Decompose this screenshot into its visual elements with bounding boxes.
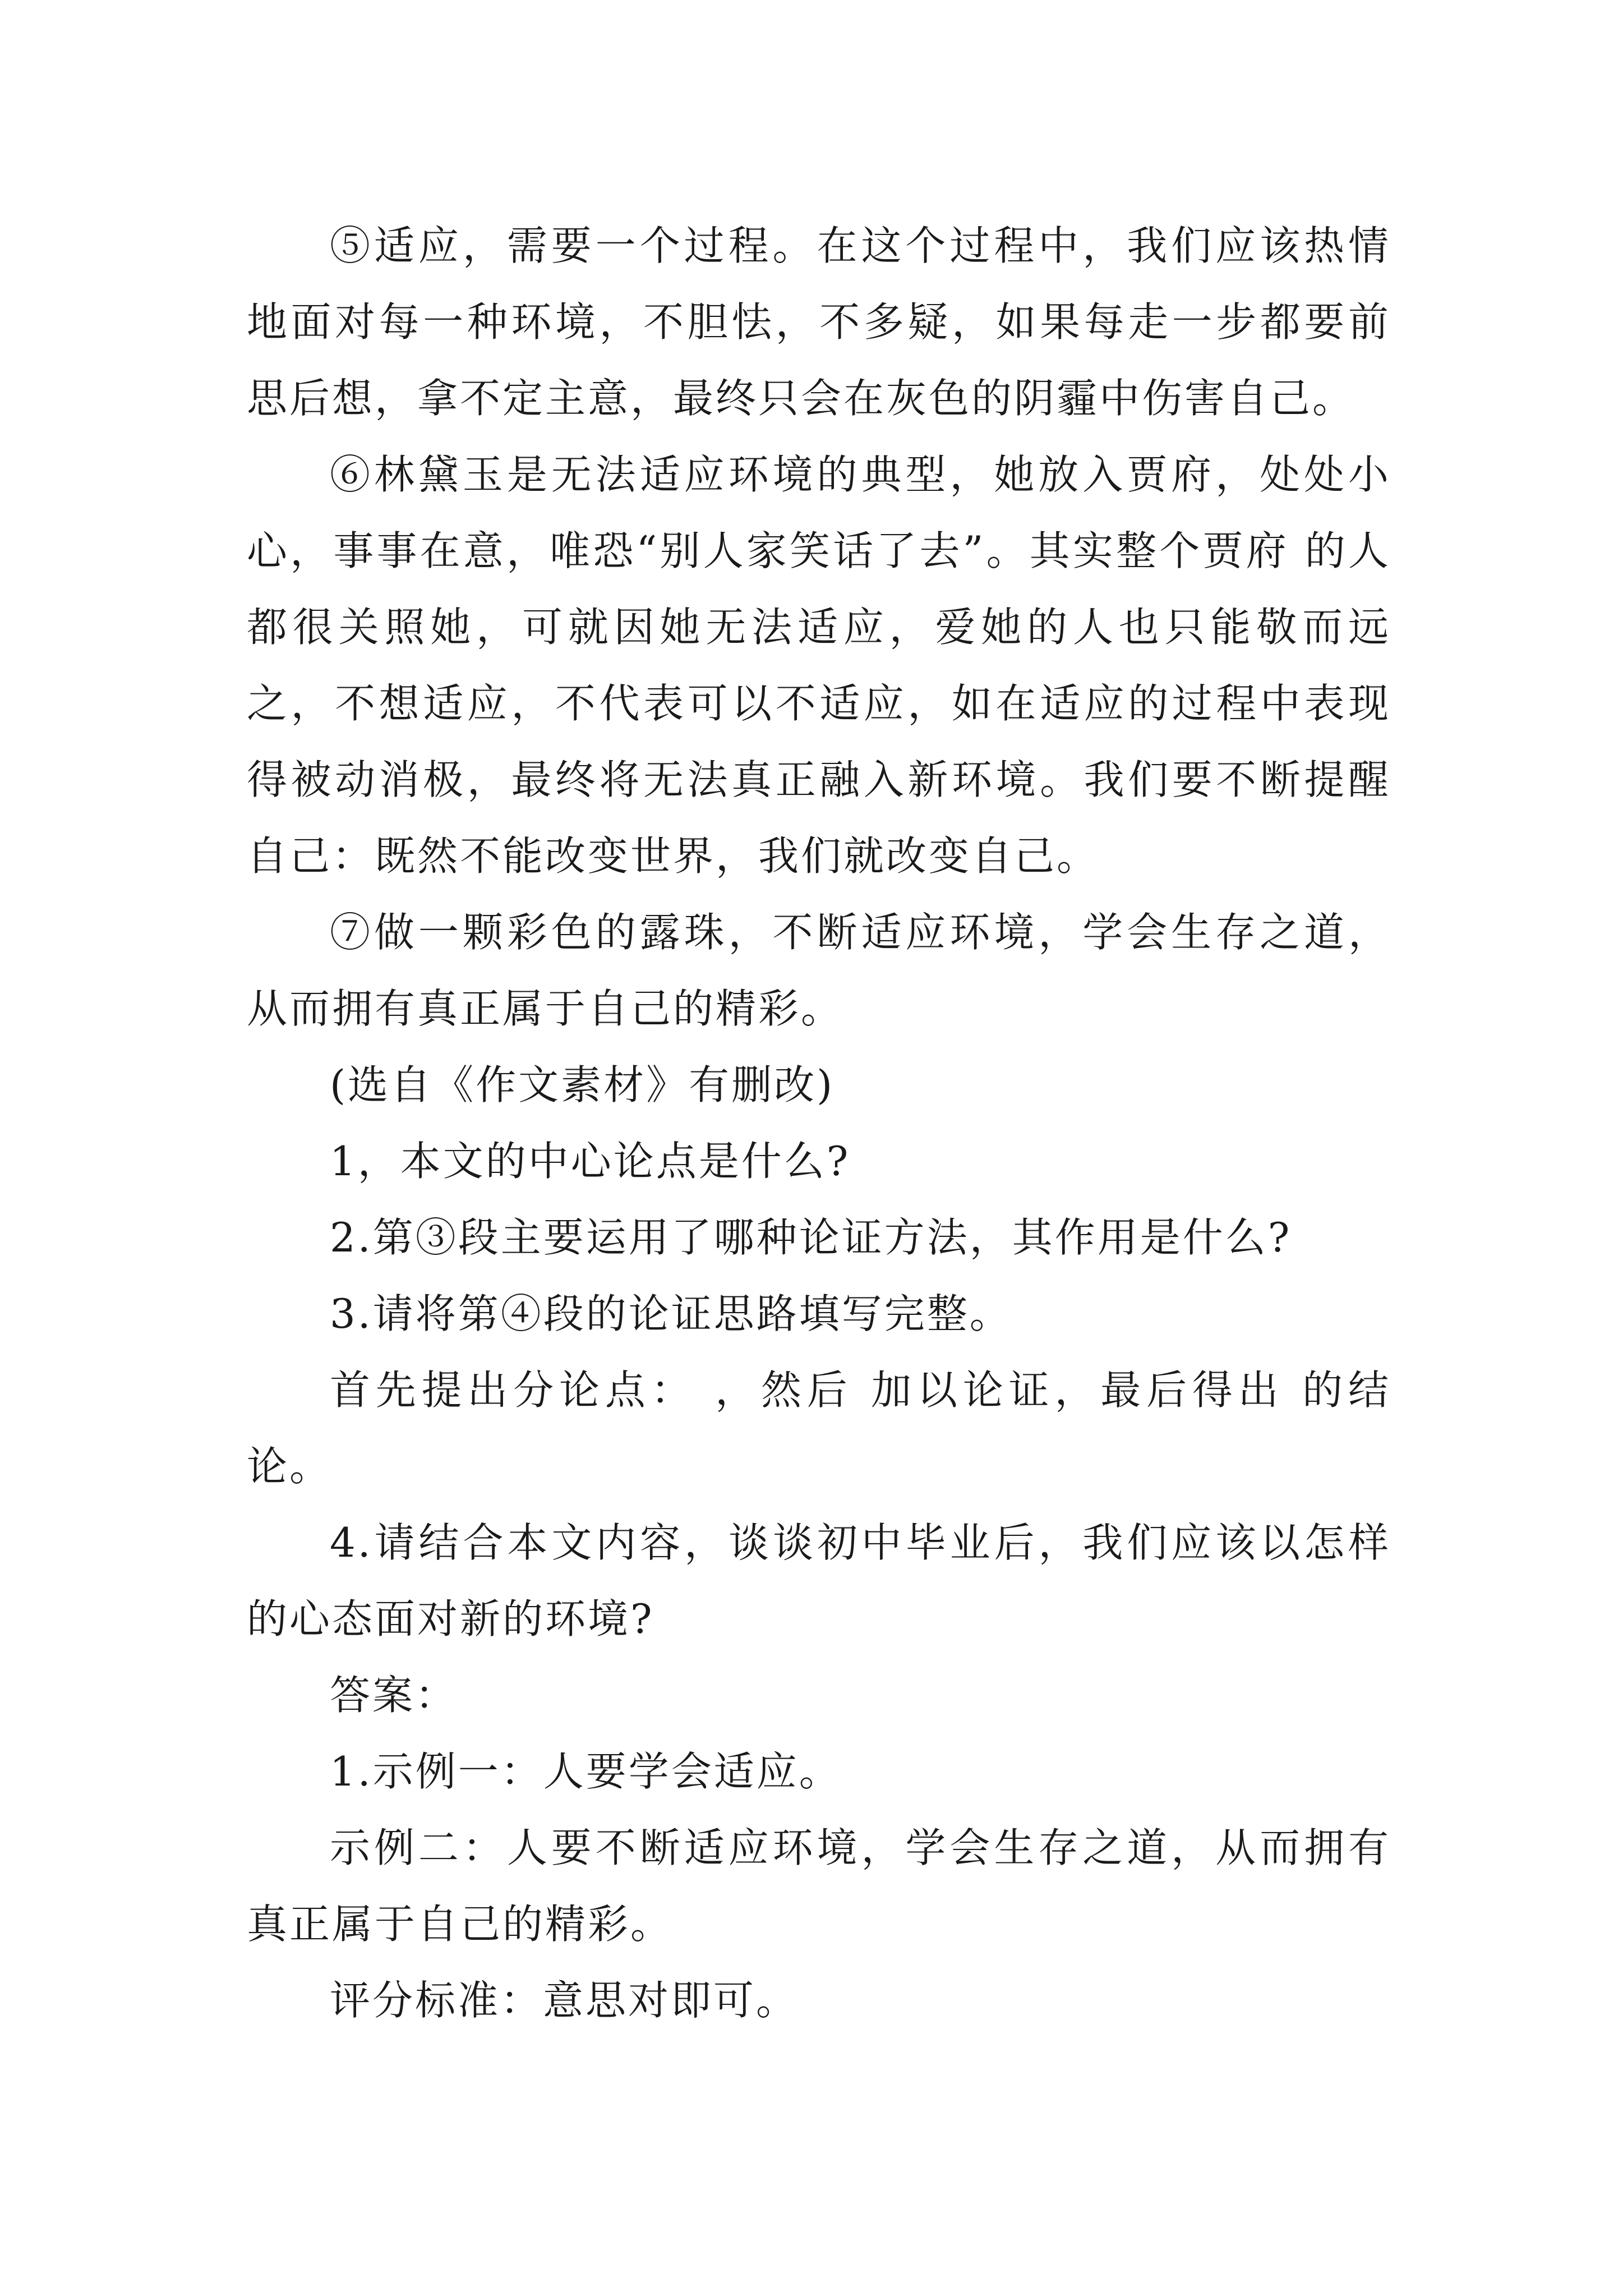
paragraph-6: ⑥林黛玉是无法适应环境的典型，她放入贾府，处处小心，事事在意，唯恐“别人家笑话了去”。其实整个贾府 的人都很关照她，可就因她无法适应，爱她的人也只能敬而远之，不想适应，不代表可以不适应，如在适应的过程中表现得被动消极，最终将无法真正融入新环境。我们要不断提醒自己：既然不能改变世界，我们就改变自己。 (247, 451, 1391, 880)
answer-heading: 答案： (330, 1672, 458, 1719)
answer-1-example-2: 示例二：人要不断适应环境，学会生存之道，从而拥有真正属于自己的精彩。 (247, 1824, 1391, 1948)
question-3: 3.请将第④段的论证思路填写完整。 (330, 1290, 1012, 1337)
source-note: (选自《作文素材》有删改) (330, 1061, 835, 1108)
answer-1-example-1: 1.示例一：人要学会适应。 (330, 1748, 842, 1795)
question-4: 4.请结合本文内容，谈谈初中毕业后，我们应该以怎样的心态面对新的环境? (247, 1519, 1391, 1642)
scoring-standard: 评分标准：意思对即可。 (330, 1977, 799, 2024)
question-3-fill-in: 首先提出分论点： ，然后 加以论证，最后得出 的结论。 (247, 1366, 1391, 1490)
question-2: 2.第③段主要运用了哪种论证方法，其作用是什么? (330, 1214, 1292, 1261)
paragraph-5: ⑤适应，需要一个过程。在这个过程中，我们应该热情地面对每一种环境，不胆怯，不多疑，如果每走一步都要前思后想，拿不定主意，最终只会在灰色的阴霾中伤害自己。 (247, 222, 1391, 422)
paragraph-7: ⑦做一颗彩色的露珠，不断适应环境，学会生存之道，从而拥有真正属于自己的精彩。 (247, 909, 1391, 1032)
question-1: 1，本文的中心论点是什么? (330, 1138, 851, 1185)
document-body (247, 208, 1391, 2039)
